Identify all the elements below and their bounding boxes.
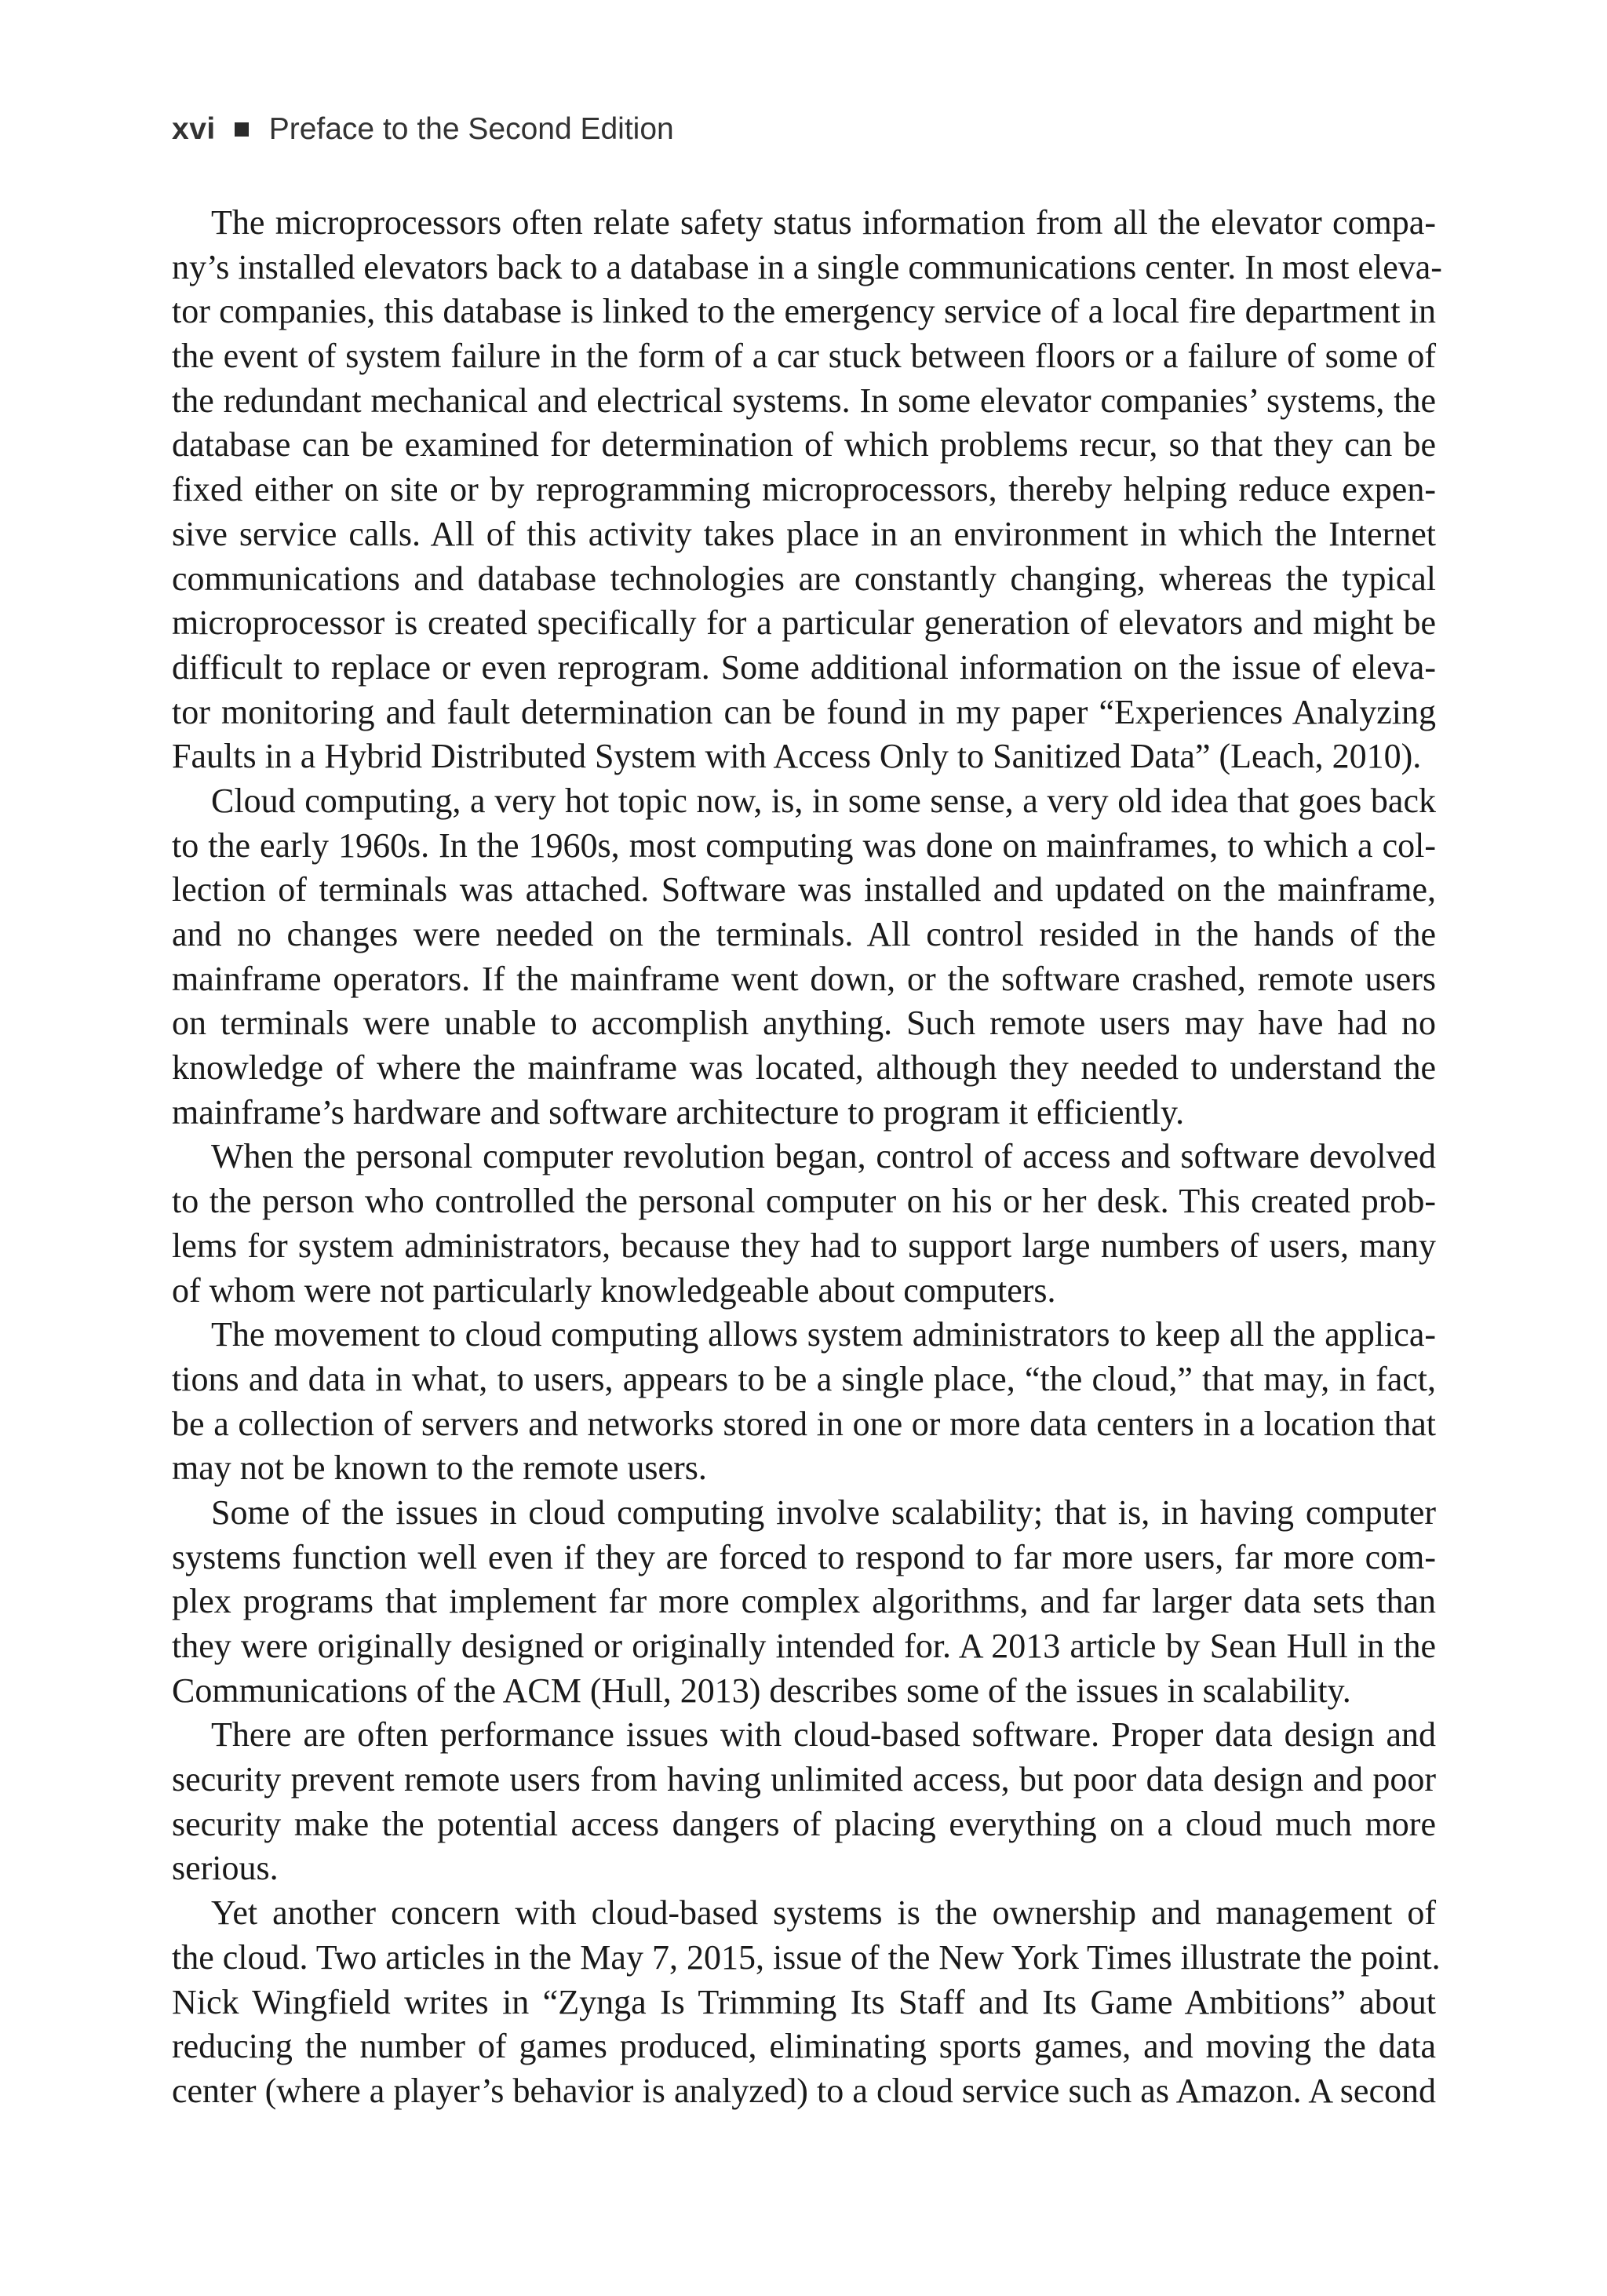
text-line: Yet another concern with cloud-based systems is the ownership and management of — [211, 1893, 1436, 1933]
text-line: they were originally designed or originally intended for. A 2013 article by Sean Hull in the — [172, 1627, 1436, 1665]
text-line: reducing the number of games produced, eliminating sports games, and moving the data — [172, 2027, 1436, 2066]
text-line: tor monitoring and fault determination can be found in my paper “Experiences Analyzing — [172, 692, 1436, 731]
text-line: of whom were not particularly knowledgeable about computers. — [172, 1270, 1056, 1310]
text-line: systems function well even if they are forced to respond to far more users, far more com- — [172, 1537, 1436, 1576]
text-line: Nick Wingfield writes in “Zynga Is Trimming Its Staff and Its Game Ambitions” about — [172, 1982, 1436, 2021]
text-line: communications and database technologies are constantly changing, whereas the typical — [172, 559, 1436, 598]
text-line: There are often performance issues with cloud-based software. Proper data design and — [211, 1715, 1436, 1755]
text-line: be a collection of servers and networks stored in one or more data centers in a location that — [172, 1404, 1436, 1443]
text-line: the cloud. Two articles in the May 7, 2015, issue of the New York Times illustrate the point. — [172, 1937, 1441, 1977]
text-line: to the early 1960s. In the 1960s, most computing was done on mainframes, to which a col- — [172, 825, 1436, 865]
text-line: the event of system failure in the form of a car stuck between floors or a failure of some of — [172, 337, 1436, 376]
running-head — [172, 108, 674, 151]
running-head-title: Preface to the Second Edition — [268, 112, 674, 146]
text-line: tor companies, this database is linked to the emergency service of a local fire department in — [172, 292, 1436, 331]
text-line: to the person who controlled the personal computer on his or her desk. This created prob- — [172, 1182, 1436, 1221]
text-line: When the personal computer revolution began, control of access and software devolved — [211, 1137, 1436, 1176]
text-line: and no changes were needed on the terminals. All control resided in the hands of the — [172, 915, 1436, 953]
text-line: security make the potential access dangers of placing everything on a cloud much more — [172, 1804, 1436, 1843]
text-line: microprocessor is created specifically for a particular generation of elevators and might be — [172, 603, 1436, 643]
text-line: ny’s installed elevators back to a database in a single communications center. In most eleva- — [172, 247, 1442, 286]
text-line: Some of the issues in cloud computing involve scalability; that is, in having computer — [211, 1492, 1436, 1532]
text-line: fixed either on site or by reprogramming microprocessors, thereby helping reduce expen- — [172, 470, 1436, 509]
text-line: Communications of the ACM (Hull, 2013) describes some of the issues in scalability. — [172, 1671, 1351, 1710]
text-line: plex programs that implement far more complex algorithms, and far larger data sets than — [172, 1582, 1436, 1621]
text-line: database can be examined for determination of which problems recur, so that they can be — [172, 425, 1436, 465]
text-line: center (where a player’s behavior is analyzed) to a cloud service such as Amazon. A second — [172, 2071, 1436, 2110]
text-line: mainframe operators. If the mainframe went down, or the software crashed, remote users — [172, 959, 1436, 998]
text-line: The microprocessors often relate safety status information from all the elevator compa- — [211, 203, 1436, 242]
text-line: Faults in a Hybrid Distributed System with Access Only to Sanitized Data” (Leach, 2010). — [172, 737, 1422, 776]
text-line: the redundant mechanical and electrical systems. In some elevator companies’ systems, the — [172, 381, 1436, 420]
text-line: Cloud computing, a very hot topic now, is, in some sense, a very old idea that goes back — [211, 781, 1436, 820]
text-line: on terminals were unable to accomplish anything. Such remote users may have had no — [172, 1004, 1436, 1043]
page-number: xvi — [172, 112, 216, 146]
text-line: lems for system administrators, because they had to support large numbers of users, many — [172, 1226, 1436, 1265]
square-bullet-icon — [235, 122, 249, 137]
body-text — [172, 201, 1442, 2114]
text-line: serious. — [172, 1849, 279, 1888]
text-line: may not be known to the remote users. — [172, 1449, 707, 1488]
text-line: security prevent remote users from having unlimited access, but poor data design and poor — [172, 1760, 1436, 1799]
text-line: difficult to replace or even reprogram. Some additional information on the issue of eleva- — [172, 647, 1436, 687]
text-line: tions and data in what, to users, appears to be a single place, “the cloud,” that may, in fact, — [172, 1359, 1436, 1398]
text-line: The movement to cloud computing allows system administrators to keep all the applica- — [211, 1315, 1436, 1354]
text-line: knowledge of where the mainframe was located, although they needed to understand the — [172, 1048, 1436, 1088]
text-line: sive service calls. All of this activity takes place in an environment in which the Internet — [172, 514, 1436, 553]
text-line: mainframe’s hardware and software architecture to program it efficiently. — [172, 1092, 1185, 1132]
text-line: lection of terminals was attached. Software was installed and updated on the mainframe, — [172, 870, 1436, 909]
